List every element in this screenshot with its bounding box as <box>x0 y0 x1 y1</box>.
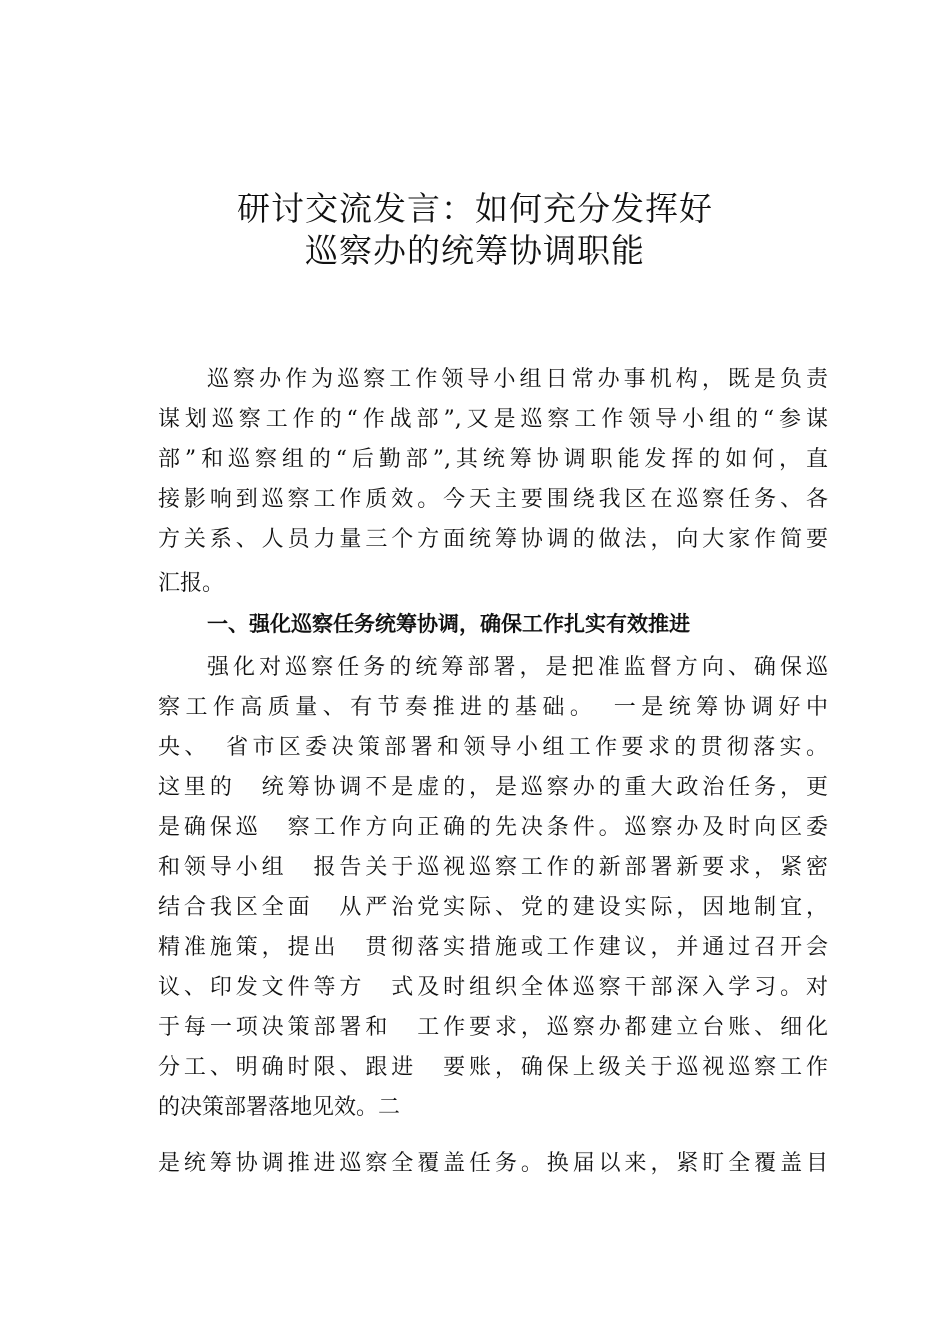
section-1-line-5: 是确保巡 察工作方向正确的先决条件。巡察办及时向区委 <box>158 815 828 840</box>
document-title-line-2: 巡察办的统筹协调职能 <box>305 231 645 270</box>
section-1-line-9: 议、印发文件等方 式及时组织全体巡察干部深入学习。对 <box>158 975 828 1000</box>
section-1-line-8: 精准施策，提出 贯彻落实措施或工作建议，并通过召开会 <box>158 935 828 960</box>
section-1-line-2: 察工作高质量、有节奏推进的基础。 一是统筹协调好中 <box>158 695 828 720</box>
section-1-heading: 一、强化巡察任务统筹协调，确保工作扎实有效推进 <box>207 612 690 636</box>
section-1-line-4: 这里的 统筹协调不是虚的，是巡察办的重大政治任务，更 <box>158 775 828 800</box>
intro-line-5: 方关系、人员力量三个方面统筹协调的做法，向大家作简要 <box>158 527 828 552</box>
document-title-line-1: 研讨交流发言：如何充分发挥好 <box>237 189 713 228</box>
section-1-line-1: 强化对巡察任务的统筹部署，是把准监督方向、确保巡 <box>207 655 828 680</box>
section-1-line-7: 结合我区全面 从严治党实际、党的建设实际，因地制宜， <box>158 895 828 920</box>
intro-line-2: 谋划巡察工作的“作战部”,又是巡察工作领导小组的“参谋 <box>158 407 828 432</box>
section-1-line-6: 和领导小组 报告关于巡视巡察工作的新部署新要求，紧密 <box>158 855 828 880</box>
intro-line-6: 汇报。 <box>158 571 225 596</box>
intro-line-1: 巡察办作为巡察工作领导小组日常办事机构，既是负责 <box>207 367 828 392</box>
section-1-line-3: 央、 省市区委决策部署和领导小组工作要求的贯彻落实。 <box>158 735 828 760</box>
continuation-line: 是统筹协调推进巡察全覆盖任务。换届以来，紧盯全覆盖目 <box>158 1151 828 1176</box>
intro-line-3: 部”和巡察组的“后勤部”,其统筹协调职能发挥的如何，直 <box>158 447 828 472</box>
intro-line-4: 接影响到巡察工作质效。今天主要围绕我区在巡察任务、各 <box>158 487 828 512</box>
section-1-line-12: 的决策部署落地见效。二 <box>158 1095 401 1120</box>
section-1-line-11: 分工、明确时限、跟进 要账，确保上级关于巡视巡察工作 <box>158 1055 828 1080</box>
section-1-line-10: 于每一项决策部署和 工作要求，巡察办都建立台账、细化 <box>158 1015 828 1040</box>
